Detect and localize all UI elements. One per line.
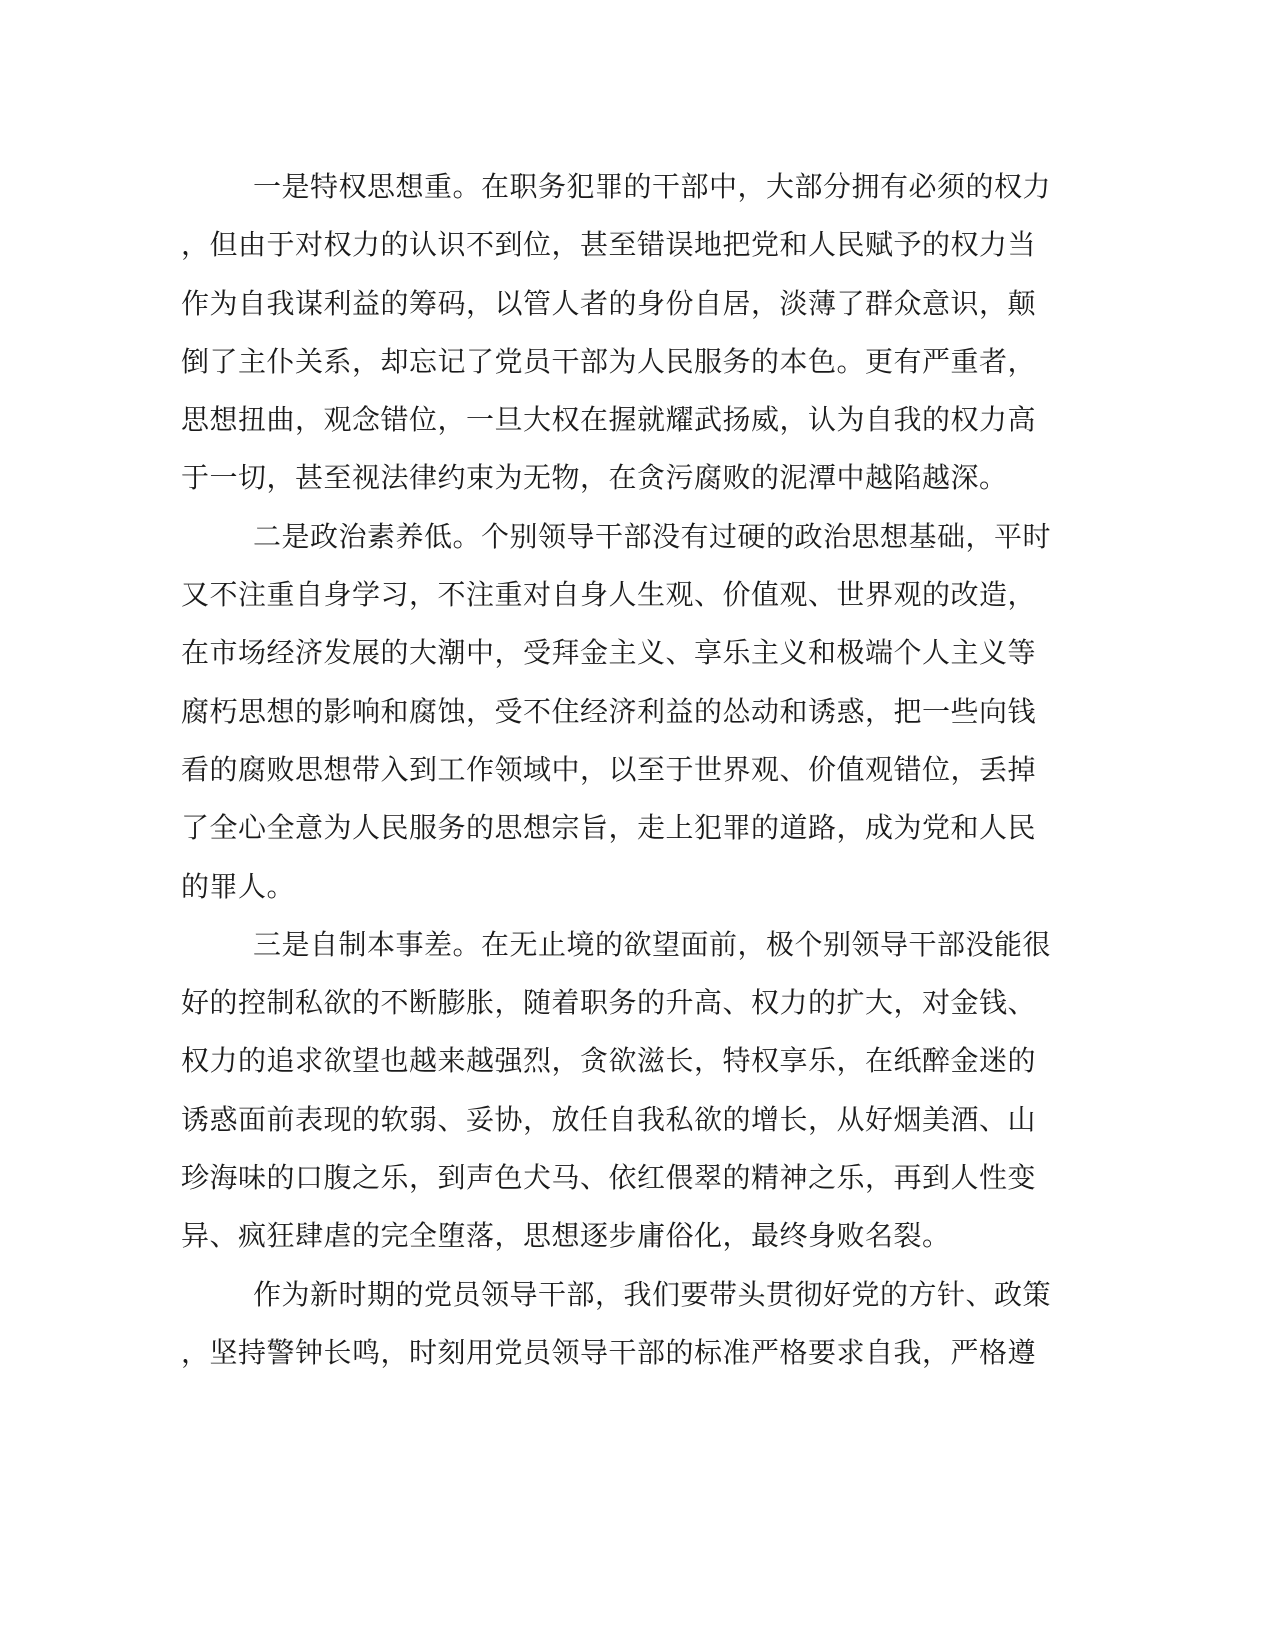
body-text [181, 158, 1052, 1382]
text-line: 二是政治素养低。个别领导干部没有过硬的政治思想基础，平时 [253, 519, 1052, 553]
text-line: 一是特权思想重。在职务犯罪的干部中，大部分拥有必须的权力 [253, 170, 1052, 203]
text-line: 思想扭曲，观念错位，一旦大权在握就耀武扬威，认为自我的权力高 [181, 403, 1037, 437]
text-line: 看的腐败思想带入到工作领域中，以至于世界观、价值观错位，丢掉 [181, 752, 1037, 786]
text-line: 珍海味的口腹之乐，到声色犬马、依红偎翠的精神之乐，再到人性变 [181, 1161, 1037, 1195]
text-line: 好的控制私欲的不断膨胀，随着职务的升高、权力的扩大，对金钱、 [181, 986, 1037, 1020]
text-line: ，坚持警钟长鸣，时刻用党员领导干部的标准严格要求自我，严格遵 [181, 1335, 1037, 1369]
text-line: 又不注重自身学习，不注重对自身人生观、价值观、世界观的改造， [181, 578, 1037, 612]
text-line: 倒了主仆关系，却忘记了党员干部为人民服务的本色。更有严重者， [181, 344, 1037, 378]
text-line: 作为自我谋利益的筹码，以管人者的身份自居，淡薄了群众意识，颠 [181, 286, 1037, 320]
text-line: 权力的追求欲望也越来越强烈，贪欲滋长，特权享乐，在纸醉金迷的 [181, 1044, 1037, 1078]
text-line: 了全心全意为人民服务的思想宗旨，走上犯罪的道路，成为党和人民 [181, 811, 1037, 845]
text-line: ，但由于对权力的认识不到位，甚至错误地把党和人民赋予的权力当 [181, 228, 1037, 262]
text-line: 诱惑面前表现的软弱、妥协，放任自我私欲的增长，从好烟美酒、山 [181, 1102, 1037, 1136]
text-line: 腐朽思想的影响和腐蚀，受不住经济利益的怂动和诱惑，把一些向钱 [181, 694, 1037, 728]
text-line: 在市场经济发展的大潮中，受拜金主义、享乐主义和极端个人主义等 [181, 636, 1037, 670]
text-line: 的罪人。 [181, 869, 296, 903]
text-line: 三是自制本事差。在无止境的欲望面前，极个别领导干部没能很 [253, 927, 1052, 961]
text-line: 作为新时期的党员领导干部，我们要带头贯彻好党的方针、政策 [253, 1277, 1052, 1311]
text-line: 于一切，甚至视法律约束为无物，在贪污腐败的泥潭中越陷越深。 [181, 461, 1008, 495]
text-line: 异、疯狂肆虐的完全堕落，思想逐步庸俗化，最终身败名裂。 [181, 1219, 951, 1253]
